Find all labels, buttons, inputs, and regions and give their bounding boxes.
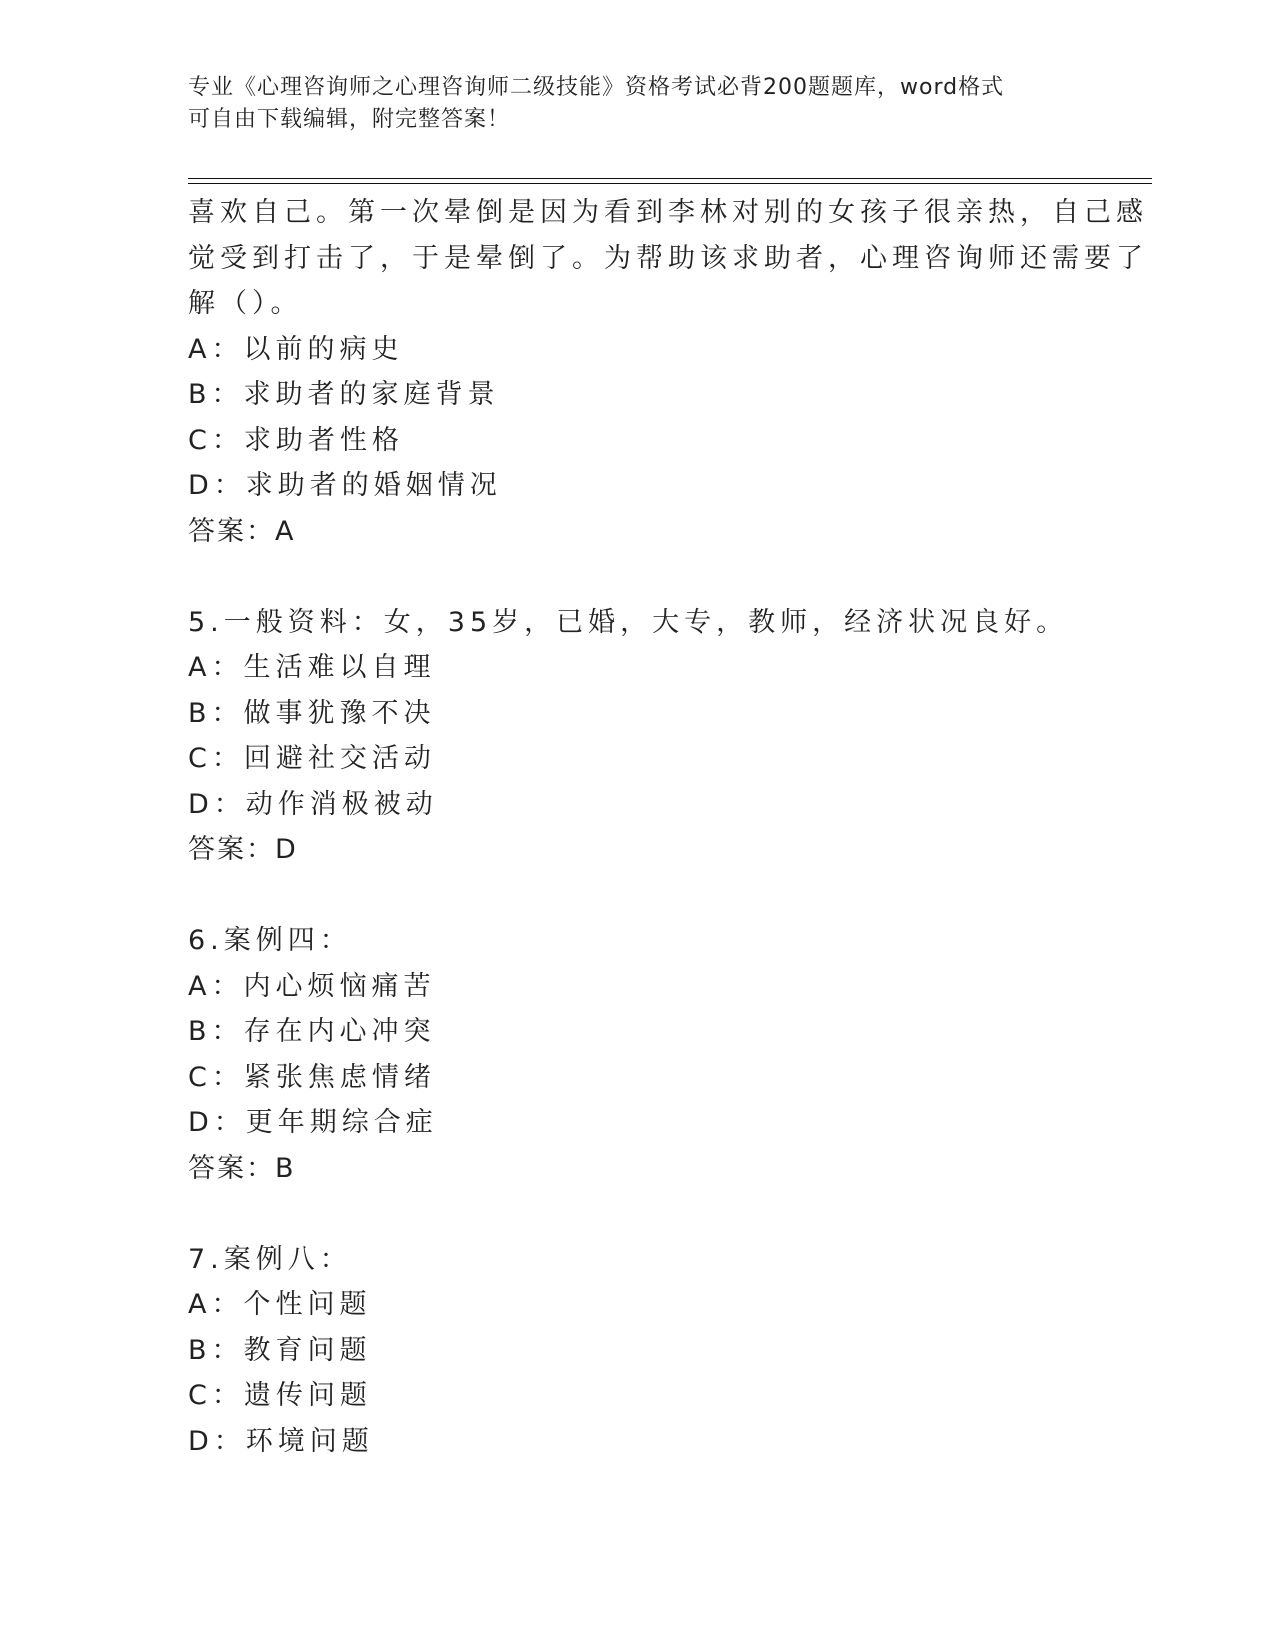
option-c: C：求助者性格	[188, 424, 404, 456]
option-d: D：环境问题	[188, 1425, 374, 1457]
question-6	[188, 918, 1088, 1191]
question-text-line: 觉受到打击了，于是晕倒了。为帮助该求助者，心理咨询师还需要了	[188, 242, 1148, 274]
option-d: D：更年期综合症	[188, 1107, 438, 1138]
option-b: B：求助者的家庭背景	[188, 379, 500, 410]
question-title: 6.案例四：	[188, 925, 352, 956]
header-divider-top	[188, 178, 1152, 179]
spacer	[188, 873, 1088, 919]
answer-line: 答案：B	[188, 1152, 296, 1184]
spacer	[188, 554, 1088, 600]
option-d: D：求助者的婚姻情况	[188, 470, 502, 501]
question-text-line: 解（）。	[188, 288, 303, 319]
option-b: B：教育问题	[188, 1334, 372, 1366]
option-a: A：以前的病史	[188, 333, 404, 365]
option-b: B：做事犹豫不决	[188, 697, 436, 729]
option-a: A：个性问题	[188, 1289, 372, 1320]
answer-line: 答案：D	[188, 834, 298, 865]
option-b: B：存在内心冲突	[188, 1016, 436, 1047]
option-d: D：动作消极被动	[188, 788, 438, 820]
spacer	[188, 1191, 1088, 1237]
header-divider-bottom	[188, 183, 1152, 184]
option-a: A：生活难以自理	[188, 652, 436, 683]
answer-line: 答案：A	[188, 515, 296, 547]
document-header	[188, 72, 1068, 136]
header-line-1: 专业《心理咨询师之心理咨询师二级技能》资格考试必背200题题库，word格式	[188, 75, 1005, 100]
option-c: C：回避社交活动	[188, 743, 436, 774]
question-title: 7.案例八：	[188, 1243, 352, 1275]
question-7	[188, 1237, 1088, 1465]
question-5	[188, 600, 1088, 873]
document-body	[188, 190, 1148, 1464]
option-c: C：遗传问题	[188, 1380, 372, 1411]
option-a: A：内心烦恼痛苦	[188, 970, 436, 1002]
question-4-continued	[188, 190, 1148, 554]
question-title: 5.一般资料：女，35岁，已婚，大专，教师，经济状况良好。	[188, 606, 1069, 638]
option-c: C：紧张焦虑情绪	[188, 1061, 436, 1093]
header-line-2: 可自由下载编辑，附完整答案！	[188, 107, 511, 132]
question-text-line: 喜欢自己。第一次晕倒是因为看到李林对别的女孩子很亲热，自己感	[188, 197, 1148, 228]
